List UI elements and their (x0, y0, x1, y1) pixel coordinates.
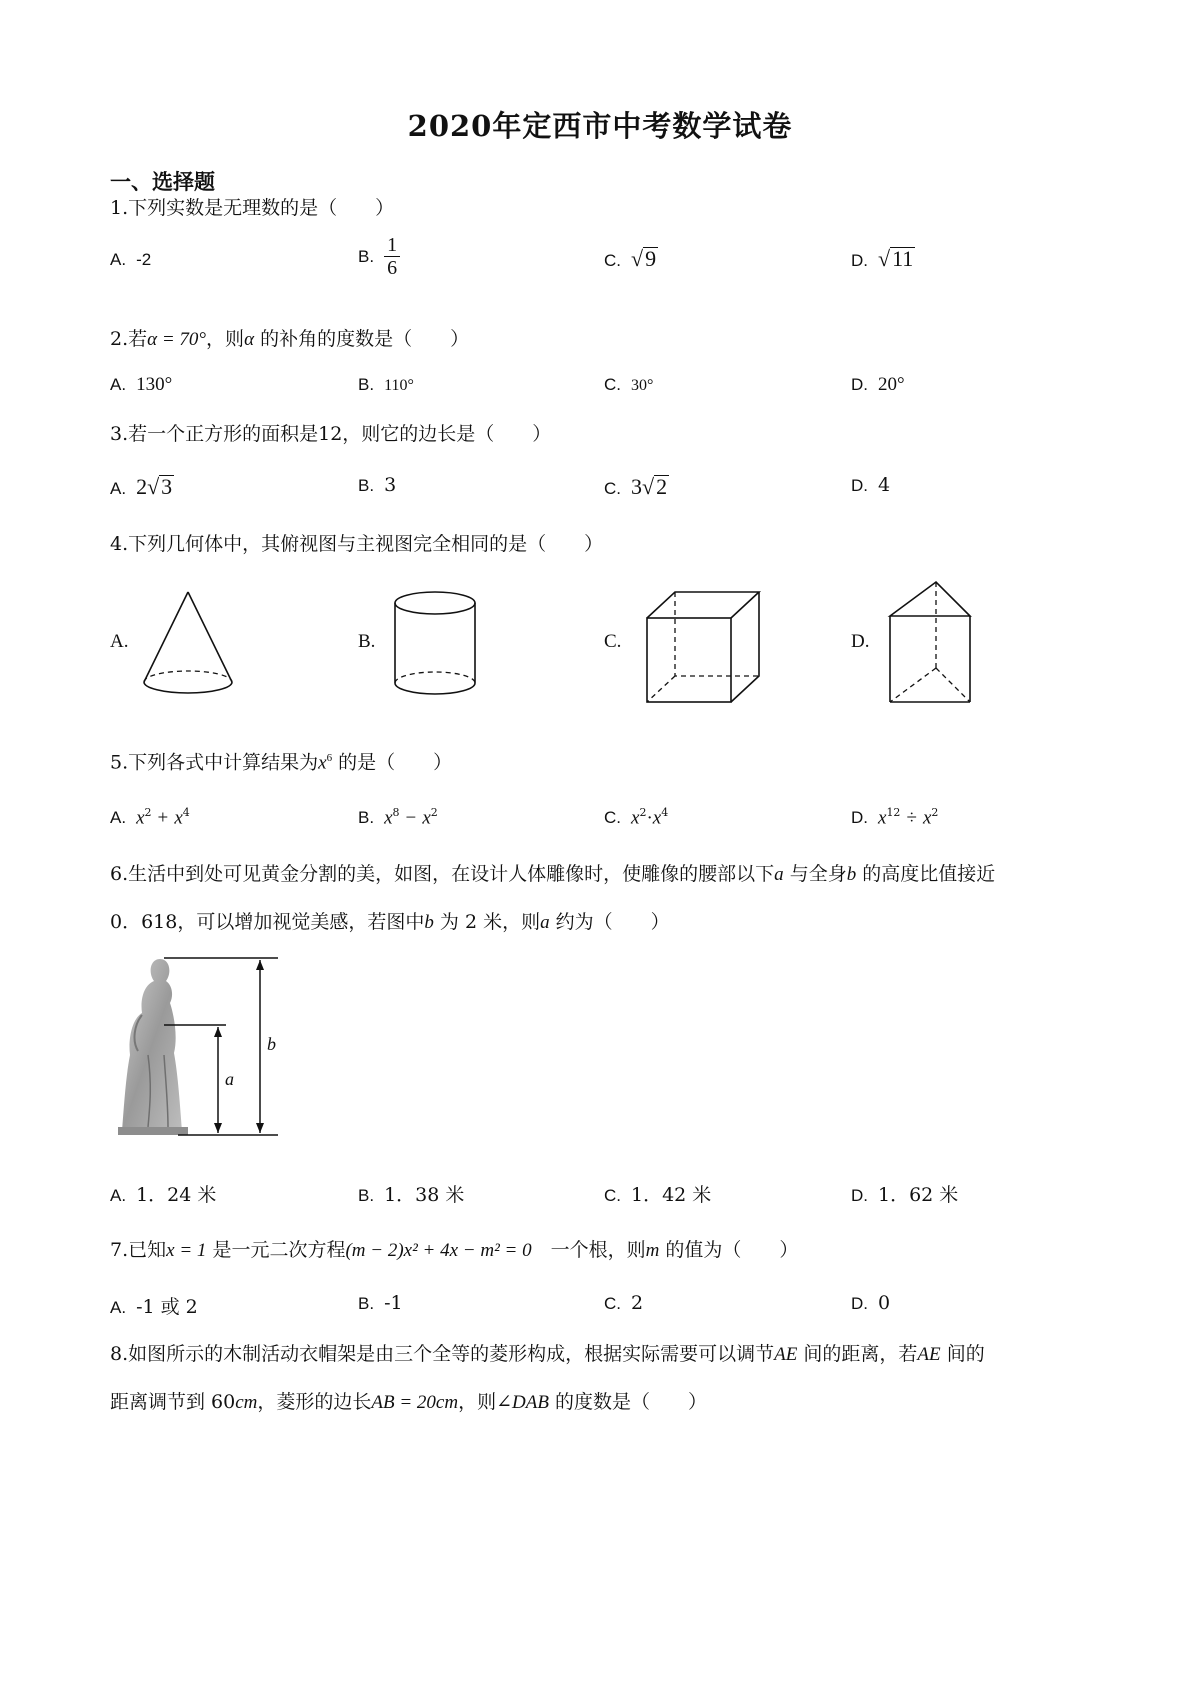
cone-figure (140, 590, 240, 700)
q7-option-d[interactable]: D. 0 (851, 1292, 891, 1314)
q6-option-d[interactable]: D. 1．62 米 (851, 1184, 959, 1206)
figure-label-b: b (267, 1034, 276, 1054)
figure-label-a: a (225, 1069, 234, 1089)
q2-option-a[interactable]: A. 130° (110, 374, 173, 395)
q3-option-c[interactable]: C. 3√2 (604, 474, 668, 499)
q2-option-d[interactable]: D. 20° (851, 374, 905, 395)
q3-option-d[interactable]: D. 4 (851, 474, 891, 496)
question-8-line-2: 距离调节到 60cm，菱形的边长AB = 20cm，则∠DAB 的度数是（ ） (110, 1391, 708, 1413)
fraction: $\frac{1}{6}$ (384, 234, 400, 279)
q5-option-d[interactable]: D. $x^{12} \div x^2$ (851, 806, 939, 829)
cylinder-figure (392, 590, 482, 705)
q1-option-b[interactable]: B. $\frac{1}{6}$ (358, 234, 400, 279)
q5-option-a[interactable]: A. $x^2 + x^4$ (110, 806, 190, 829)
question-4-stem: 4.下列几何体中，其俯视图与主视图完全相同的是（ ） (110, 533, 604, 555)
q6-option-a[interactable]: A. 1．24 米 (110, 1184, 217, 1206)
q4-option-c[interactable]: C. (604, 631, 622, 652)
q4-option-d[interactable]: D. (851, 631, 870, 652)
q7-option-b[interactable]: B. -1 (358, 1292, 403, 1314)
q3-option-a[interactable]: A. 2√3 (110, 474, 173, 499)
question-8-line-1: 8.如图所示的木制活动衣帽架是由三个全等的菱形构成，根据实际需要可以调节AE 间的距离，若AE 间的 (110, 1343, 985, 1365)
q1-option-d[interactable]: D. √11 (851, 246, 914, 271)
statue-figure (108, 955, 278, 1145)
q7-option-a[interactable]: A. -1 或 2 (110, 1296, 198, 1318)
cube-figure (645, 590, 765, 705)
question-2-stem: 2.若α = 70°，则α 的补角的度数是（ ） (110, 328, 470, 350)
question-7-stem: 7.已知x = 1 是一元二次方程(m − 2)x² + 4x − m² = 0 一个根，则m 的值为（ ） (110, 1239, 799, 1261)
question-5-stem: 5.下列各式中计算结果为$x^6$ 的是（ ） (110, 751, 453, 774)
square-root: √9 (631, 246, 657, 271)
question-6-line-1: 6.生活中到处可见黄金分割的美，如图，在设计人体雕像时，使雕像的腰部以下a 与全身b 的高度比值接近 (110, 863, 996, 885)
q6-option-c[interactable]: C. 1．42 米 (604, 1184, 712, 1206)
section-heading: 一、选择题 (110, 169, 215, 194)
page-title: 2020年定西市中考数学试卷 (407, 109, 793, 143)
q2-option-b[interactable]: B. 110° (358, 375, 414, 394)
question-1-stem: 1.下列实数是无理数的是（ ） (110, 197, 395, 219)
square-root: √11 (878, 246, 914, 271)
triangular-prism-figure (888, 580, 988, 705)
q2-option-c[interactable]: C. 30° (604, 375, 654, 394)
q1-option-a[interactable]: A. -2 (110, 250, 152, 269)
question-3-stem: 3.若一个正方形的面积是12，则它的边长是（ ） (110, 423, 552, 445)
q3-option-b[interactable]: B. 3 (358, 474, 397, 496)
question-6-line-2: 0．618，可以增加视觉美感，若图中b 为 2 米，则a 约为（ ） (110, 911, 670, 933)
q4-option-b[interactable]: B. (358, 631, 376, 652)
q5-option-c[interactable]: C. $x^2\cdot x^4$ (604, 806, 669, 829)
q4-option-a[interactable]: A. (110, 631, 129, 652)
q6-option-b[interactable]: B. 1．38 米 (358, 1184, 465, 1206)
q7-option-c[interactable]: C. 2 (604, 1292, 644, 1314)
q1-option-c[interactable]: C. √9 (604, 246, 657, 271)
q5-option-b[interactable]: B. $x^8 - x^2$ (358, 806, 438, 829)
